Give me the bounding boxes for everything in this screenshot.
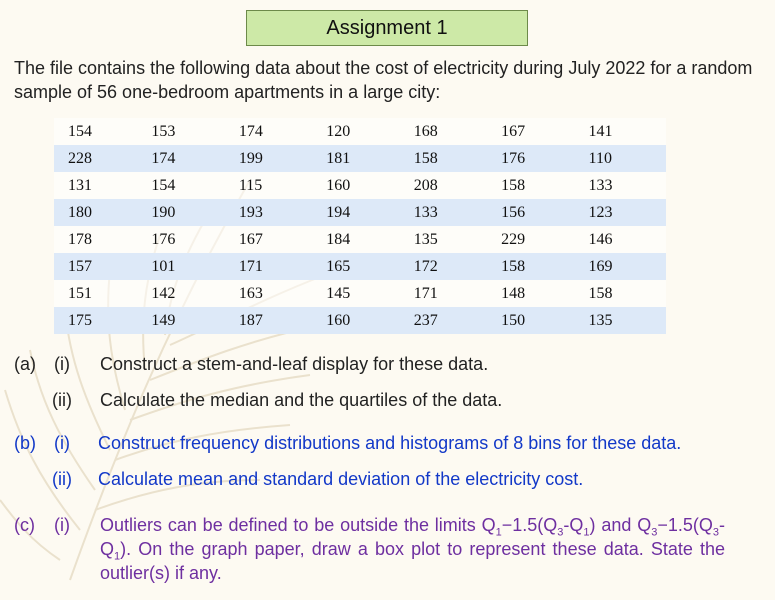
table-cell: 176 <box>491 145 578 172</box>
part-a-ii-label: (ii) <box>52 390 72 410</box>
table-cell: 175 <box>54 307 141 334</box>
table-cell: 115 <box>229 172 316 199</box>
table-cell: 187 <box>229 307 316 334</box>
table-cell: 158 <box>491 253 578 280</box>
table-row <box>54 172 666 199</box>
table-cell: 184 <box>316 226 403 253</box>
table-cell: 208 <box>404 172 491 199</box>
table-cell: 133 <box>579 172 666 199</box>
table-cell: 135 <box>404 226 491 253</box>
table-row <box>54 226 666 253</box>
table-cell: 172 <box>404 253 491 280</box>
table-cell: 149 <box>141 307 228 334</box>
table-cell: 168 <box>404 118 491 145</box>
table-row <box>54 280 666 307</box>
table-cell: 160 <box>316 172 403 199</box>
table-cell: 145 <box>316 280 403 307</box>
table-row <box>54 307 666 334</box>
table-cell: 101 <box>141 253 228 280</box>
table-cell: 167 <box>491 118 578 145</box>
table-cell: 157 <box>54 253 141 280</box>
part-b-i-text: Construct frequency distributions and histograms of 8 bins for these data. <box>98 433 682 453</box>
table-cell: 199 <box>229 145 316 172</box>
electricity-cost-table <box>54 118 666 334</box>
table-cell: 146 <box>579 226 666 253</box>
table-cell: 171 <box>229 253 316 280</box>
table-cell: 163 <box>229 280 316 307</box>
table-cell: 148 <box>491 280 578 307</box>
table-cell: 160 <box>316 307 403 334</box>
table-cell: 229 <box>491 226 578 253</box>
part-a-ii-text: Calculate the median and the quartiles of the data. <box>100 390 503 410</box>
table-cell: 237 <box>404 307 491 334</box>
part-b-i-label: (i) <box>54 433 70 453</box>
table-body <box>54 118 666 334</box>
table-cell: 154 <box>54 118 141 145</box>
table-cell: 158 <box>491 172 578 199</box>
table-cell: 174 <box>141 145 228 172</box>
intro-paragraph: The file contains the following data about the cost of electricity during July 2022 for a random sample of 56 one-bedroom apartments in a large city: <box>14 58 753 102</box>
part-a-i-text: Construct a stem-and-leaf display for these data. <box>100 354 489 374</box>
table-row <box>54 145 666 172</box>
table-cell: 167 <box>229 226 316 253</box>
table-cell: 171 <box>404 280 491 307</box>
table-cell: 228 <box>54 145 141 172</box>
table-cell: 123 <box>579 199 666 226</box>
table-cell: 158 <box>579 280 666 307</box>
part-a-label: (a) <box>14 354 36 374</box>
table-cell: 151 <box>54 280 141 307</box>
table-cell: 156 <box>491 199 578 226</box>
part-c-i-text: Outliers can be defined to be outside the limits $Q_1-1.5(Q_3-Q_1)$ and $Q_3-1.5(Q_3-Q_1)$. On the graph paper, draw a box plot to represent these data. State the outlier(s) if any. <box>100 515 726 583</box>
table-cell: 131 <box>54 172 141 199</box>
table-cell: 135 <box>579 307 666 334</box>
table-row <box>54 253 666 280</box>
table-cell: 181 <box>316 145 403 172</box>
table-cell: 178 <box>54 226 141 253</box>
table-cell: 153 <box>141 118 228 145</box>
table-cell: 110 <box>579 145 666 172</box>
table-row <box>54 199 666 226</box>
table-cell: 150 <box>491 307 578 334</box>
table-cell: 142 <box>141 280 228 307</box>
part-c-label: (c) <box>14 515 35 535</box>
table-cell: 154 <box>141 172 228 199</box>
table-cell: 174 <box>229 118 316 145</box>
part-c-i-label: (i) <box>54 515 70 535</box>
assignment-title: Assignment 1 <box>246 10 528 46</box>
table-cell: 194 <box>316 199 403 226</box>
part-b-label: (b) <box>14 433 36 453</box>
table-cell: 133 <box>404 199 491 226</box>
table-cell: 190 <box>141 199 228 226</box>
table-cell: 158 <box>404 145 491 172</box>
part-a-i-label: (i) <box>54 354 70 374</box>
table-cell: 165 <box>316 253 403 280</box>
part-b-ii-text: Calculate mean and standard deviation of the electricity cost. <box>98 469 584 489</box>
table-cell: 141 <box>579 118 666 145</box>
table-cell: 120 <box>316 118 403 145</box>
part-b-ii-label: (ii) <box>52 469 72 489</box>
table-row <box>54 118 666 145</box>
table-cell: 193 <box>229 199 316 226</box>
table-cell: 169 <box>579 253 666 280</box>
table-cell: 176 <box>141 226 228 253</box>
table-cell: 180 <box>54 199 141 226</box>
